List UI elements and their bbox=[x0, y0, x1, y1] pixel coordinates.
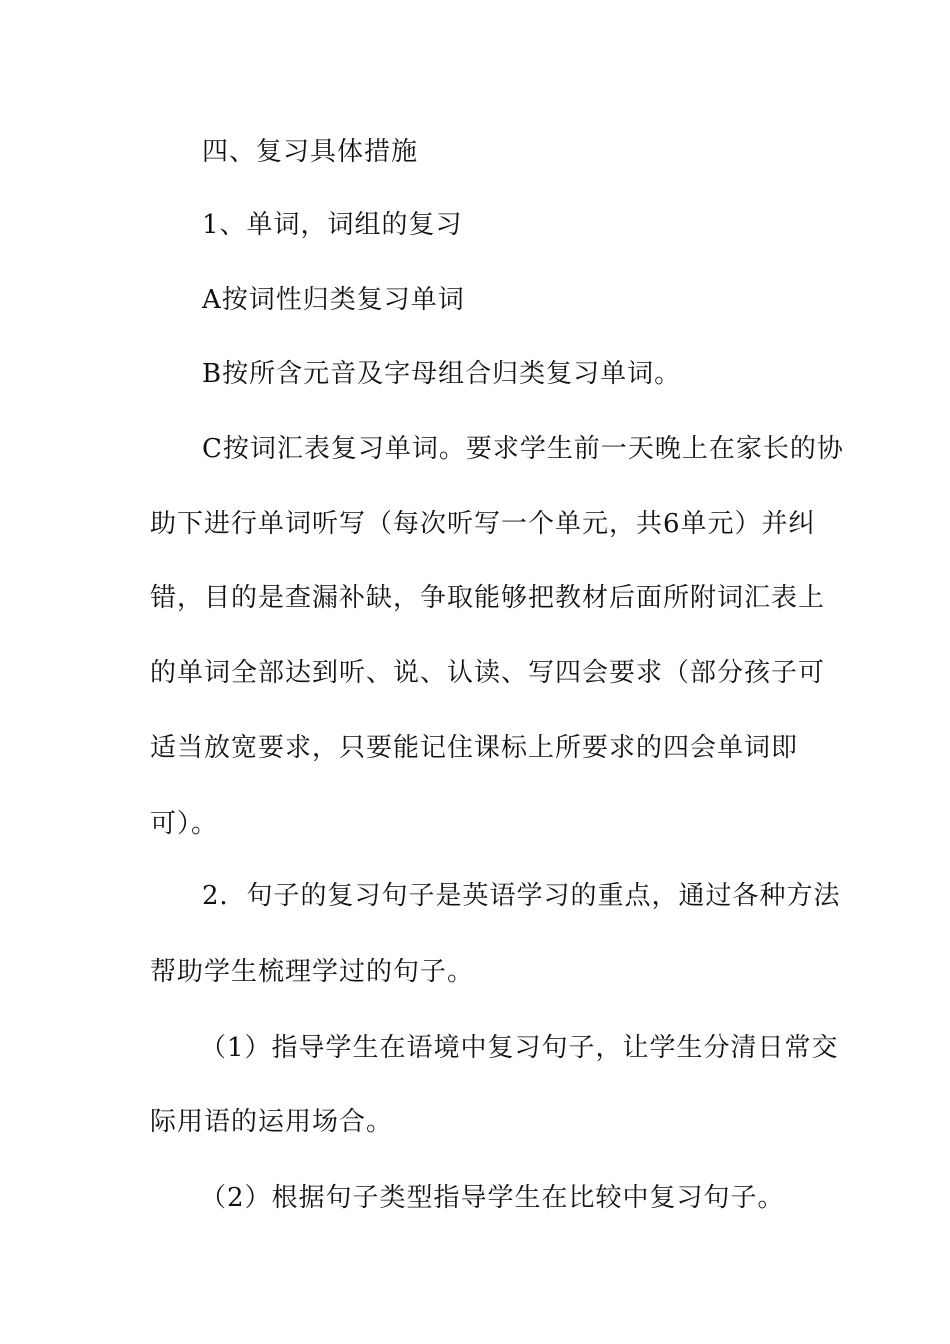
paragraph-line: 助下进行单词听写（每次听写一个单元，共6单元）并纠 bbox=[150, 509, 816, 539]
paragraph-line: 的单词全部达到听、说、认读、写四会要求（部分孩子可 bbox=[150, 658, 826, 688]
paragraph-line: C按词汇表复习单词。要求学生前一天晚上在家长的协 bbox=[202, 434, 844, 464]
list-item: （1）指导学生在语境中复习句子，让学生分清日常交 bbox=[200, 1033, 839, 1063]
paragraph-line: 际用语的运用场合。 bbox=[150, 1107, 394, 1137]
subsection-heading: 2．句子的复习句子是英语学习的重点，通过各种方法 bbox=[202, 881, 841, 911]
paragraph-line: 错，目的是查漏补缺，争取能够把教材后面所附词汇表上 bbox=[150, 583, 826, 613]
paragraph-line: 适当放宽要求，只要能记住课标上所要求的四会单词即 bbox=[150, 733, 799, 763]
paragraph-line: 帮助学生梳理学过的句子。 bbox=[150, 957, 475, 987]
subsection-heading: 1、单词，词组的复习 bbox=[202, 210, 463, 240]
paragraph-line: 可）。 bbox=[150, 809, 219, 839]
paragraph-line: A按词性归类复习单词 bbox=[202, 285, 465, 315]
paragraph-line: B按所含元音及字母组合归类复习单词。 bbox=[202, 359, 682, 389]
list-item: （2）根据句子类型指导学生在比较中复习句子。 bbox=[200, 1183, 785, 1213]
section-heading: 四、复习具体措施 bbox=[202, 137, 419, 167]
